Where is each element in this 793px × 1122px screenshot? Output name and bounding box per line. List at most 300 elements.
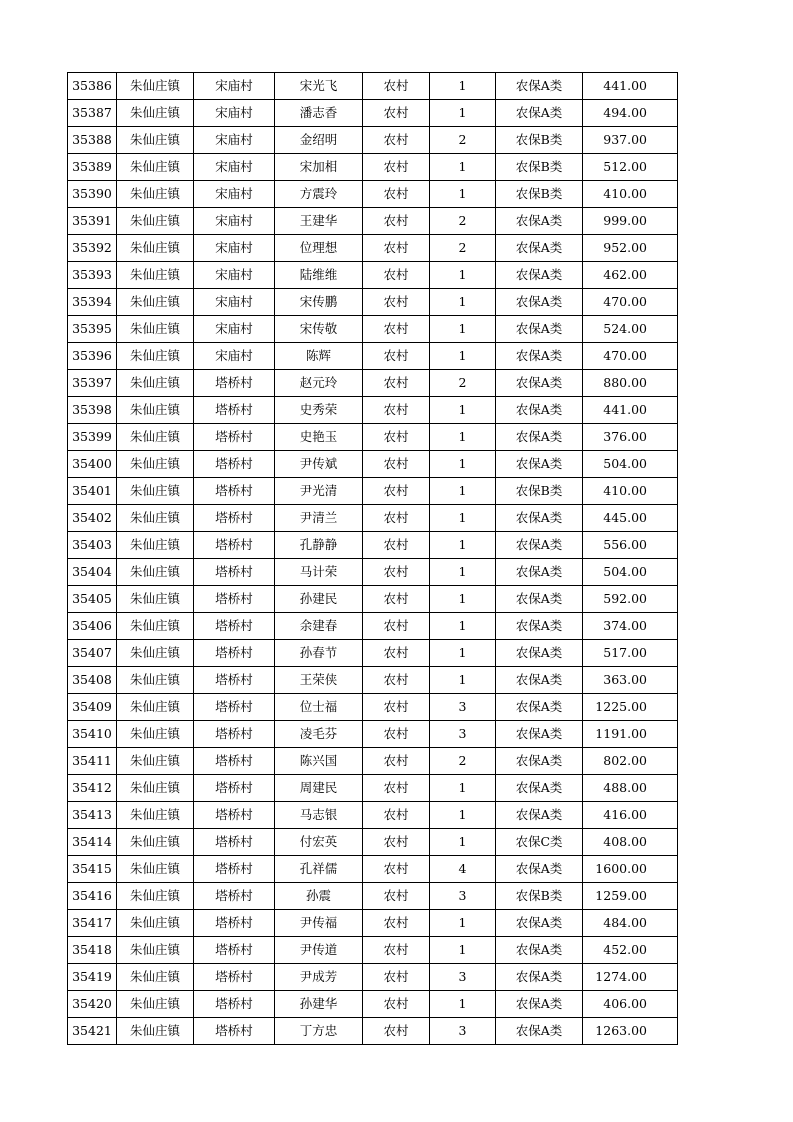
cell-town: 朱仙庄镇 xyxy=(117,397,194,424)
cell-household-type: 农村 xyxy=(363,532,430,559)
cell-person-count: 2 xyxy=(430,208,496,235)
table-row xyxy=(68,505,678,532)
cell-household-type: 农村 xyxy=(363,424,430,451)
cell-sequence-number: 35392 xyxy=(68,235,117,262)
cell-household-type: 农村 xyxy=(363,235,430,262)
cell-insurance-category: 农保A类 xyxy=(496,316,583,343)
cell-amount: 1263.00 xyxy=(583,1018,678,1045)
cell-town: 朱仙庄镇 xyxy=(117,154,194,181)
cell-sequence-number: 35388 xyxy=(68,127,117,154)
cell-town: 朱仙庄镇 xyxy=(117,775,194,802)
cell-name: 尹光清 xyxy=(275,478,363,505)
cell-household-type: 农村 xyxy=(363,343,430,370)
cell-town: 朱仙庄镇 xyxy=(117,559,194,586)
cell-name: 宋加相 xyxy=(275,154,363,181)
cell-household-type: 农村 xyxy=(363,802,430,829)
cell-person-count: 1 xyxy=(430,910,496,937)
cell-household-type: 农村 xyxy=(363,370,430,397)
cell-name: 位理想 xyxy=(275,235,363,262)
cell-household-type: 农村 xyxy=(363,964,430,991)
cell-person-count: 1 xyxy=(430,262,496,289)
cell-name: 方震玲 xyxy=(275,181,363,208)
cell-village: 塔桥村 xyxy=(194,883,275,910)
cell-town: 朱仙庄镇 xyxy=(117,991,194,1018)
cell-insurance-category: 农保A类 xyxy=(496,451,583,478)
cell-village: 塔桥村 xyxy=(194,667,275,694)
cell-sequence-number: 35418 xyxy=(68,937,117,964)
cell-town: 朱仙庄镇 xyxy=(117,100,194,127)
cell-insurance-category: 农保A类 xyxy=(496,262,583,289)
cell-name: 宋光飞 xyxy=(275,73,363,100)
cell-sequence-number: 35391 xyxy=(68,208,117,235)
cell-person-count: 3 xyxy=(430,1018,496,1045)
cell-person-count: 1 xyxy=(430,316,496,343)
cell-household-type: 农村 xyxy=(363,721,430,748)
cell-insurance-category: 农保A类 xyxy=(496,370,583,397)
cell-town: 朱仙庄镇 xyxy=(117,73,194,100)
cell-insurance-category: 农保A类 xyxy=(496,667,583,694)
cell-household-type: 农村 xyxy=(363,127,430,154)
cell-amount: 484.00 xyxy=(583,910,678,937)
cell-name: 尹传道 xyxy=(275,937,363,964)
cell-insurance-category: 农保A类 xyxy=(496,235,583,262)
cell-household-type: 农村 xyxy=(363,640,430,667)
table-row xyxy=(68,883,678,910)
cell-village: 宋庙村 xyxy=(194,343,275,370)
cell-amount: 410.00 xyxy=(583,181,678,208)
cell-insurance-category: 农保A类 xyxy=(496,505,583,532)
cell-name: 王荣侠 xyxy=(275,667,363,694)
cell-name: 丁方忠 xyxy=(275,1018,363,1045)
cell-name: 史秀荣 xyxy=(275,397,363,424)
cell-insurance-category: 农保A类 xyxy=(496,1018,583,1045)
cell-amount: 556.00 xyxy=(583,532,678,559)
table-row xyxy=(68,235,678,262)
cell-sequence-number: 35412 xyxy=(68,775,117,802)
cell-household-type: 农村 xyxy=(363,100,430,127)
cell-amount: 999.00 xyxy=(583,208,678,235)
table-row xyxy=(68,154,678,181)
cell-name: 尹传福 xyxy=(275,910,363,937)
cell-town: 朱仙庄镇 xyxy=(117,856,194,883)
cell-town: 朱仙庄镇 xyxy=(117,748,194,775)
cell-sequence-number: 35394 xyxy=(68,289,117,316)
cell-town: 朱仙庄镇 xyxy=(117,343,194,370)
registry-table xyxy=(67,72,678,1045)
cell-sequence-number: 35405 xyxy=(68,586,117,613)
cell-household-type: 农村 xyxy=(363,451,430,478)
cell-town: 朱仙庄镇 xyxy=(117,505,194,532)
cell-amount: 802.00 xyxy=(583,748,678,775)
cell-village: 宋庙村 xyxy=(194,289,275,316)
cell-sequence-number: 35416 xyxy=(68,883,117,910)
cell-town: 朱仙庄镇 xyxy=(117,883,194,910)
cell-town: 朱仙庄镇 xyxy=(117,802,194,829)
cell-sequence-number: 35414 xyxy=(68,829,117,856)
cell-village: 宋庙村 xyxy=(194,235,275,262)
cell-person-count: 1 xyxy=(430,937,496,964)
cell-insurance-category: 农保A类 xyxy=(496,532,583,559)
cell-insurance-category: 农保A类 xyxy=(496,73,583,100)
cell-village: 塔桥村 xyxy=(194,802,275,829)
cell-insurance-category: 农保A类 xyxy=(496,964,583,991)
cell-name: 宋传鹏 xyxy=(275,289,363,316)
cell-name: 尹传斌 xyxy=(275,451,363,478)
cell-name: 周建民 xyxy=(275,775,363,802)
cell-household-type: 农村 xyxy=(363,208,430,235)
cell-name: 孙建民 xyxy=(275,586,363,613)
cell-name: 尹成芳 xyxy=(275,964,363,991)
cell-household-type: 农村 xyxy=(363,505,430,532)
cell-amount: 1274.00 xyxy=(583,964,678,991)
cell-household-type: 农村 xyxy=(363,262,430,289)
cell-amount: 488.00 xyxy=(583,775,678,802)
cell-amount: 524.00 xyxy=(583,316,678,343)
cell-person-count: 1 xyxy=(430,154,496,181)
cell-amount: 952.00 xyxy=(583,235,678,262)
cell-amount: 445.00 xyxy=(583,505,678,532)
table-row xyxy=(68,397,678,424)
cell-insurance-category: 农保B类 xyxy=(496,154,583,181)
cell-sequence-number: 35407 xyxy=(68,640,117,667)
table-row xyxy=(68,694,678,721)
table-row xyxy=(68,964,678,991)
cell-sequence-number: 35417 xyxy=(68,910,117,937)
cell-name: 潘志香 xyxy=(275,100,363,127)
cell-insurance-category: 农保A类 xyxy=(496,424,583,451)
cell-person-count: 2 xyxy=(430,370,496,397)
cell-sequence-number: 35389 xyxy=(68,154,117,181)
table-row xyxy=(68,856,678,883)
cell-name: 金绍明 xyxy=(275,127,363,154)
cell-sequence-number: 35408 xyxy=(68,667,117,694)
cell-person-count: 1 xyxy=(430,802,496,829)
cell-person-count: 2 xyxy=(430,127,496,154)
cell-village: 塔桥村 xyxy=(194,721,275,748)
cell-person-count: 1 xyxy=(430,181,496,208)
cell-village: 宋庙村 xyxy=(194,316,275,343)
cell-insurance-category: 农保B类 xyxy=(496,883,583,910)
cell-sequence-number: 35419 xyxy=(68,964,117,991)
cell-household-type: 农村 xyxy=(363,73,430,100)
cell-sequence-number: 35406 xyxy=(68,613,117,640)
cell-village: 宋庙村 xyxy=(194,73,275,100)
cell-insurance-category: 农保A类 xyxy=(496,640,583,667)
cell-town: 朱仙庄镇 xyxy=(117,451,194,478)
table-row xyxy=(68,586,678,613)
cell-town: 朱仙庄镇 xyxy=(117,937,194,964)
cell-sequence-number: 35390 xyxy=(68,181,117,208)
cell-village: 塔桥村 xyxy=(194,991,275,1018)
cell-name: 王建华 xyxy=(275,208,363,235)
cell-person-count: 1 xyxy=(430,991,496,1018)
cell-amount: 462.00 xyxy=(583,262,678,289)
table-row xyxy=(68,775,678,802)
cell-person-count: 1 xyxy=(430,829,496,856)
cell-name: 孙震 xyxy=(275,883,363,910)
cell-amount: 408.00 xyxy=(583,829,678,856)
cell-town: 朱仙庄镇 xyxy=(117,208,194,235)
cell-person-count: 1 xyxy=(430,505,496,532)
table-row xyxy=(68,343,678,370)
cell-person-count: 1 xyxy=(430,640,496,667)
cell-amount: 517.00 xyxy=(583,640,678,667)
cell-village: 塔桥村 xyxy=(194,613,275,640)
cell-name: 位士福 xyxy=(275,694,363,721)
cell-village: 塔桥村 xyxy=(194,640,275,667)
cell-amount: 452.00 xyxy=(583,937,678,964)
cell-amount: 410.00 xyxy=(583,478,678,505)
cell-person-count: 1 xyxy=(430,451,496,478)
cell-sequence-number: 35404 xyxy=(68,559,117,586)
table-row xyxy=(68,559,678,586)
cell-village: 塔桥村 xyxy=(194,775,275,802)
cell-household-type: 农村 xyxy=(363,883,430,910)
cell-household-type: 农村 xyxy=(363,181,430,208)
cell-person-count: 4 xyxy=(430,856,496,883)
cell-household-type: 农村 xyxy=(363,316,430,343)
cell-amount: 416.00 xyxy=(583,802,678,829)
cell-amount: 1600.00 xyxy=(583,856,678,883)
cell-person-count: 1 xyxy=(430,397,496,424)
cell-village: 塔桥村 xyxy=(194,505,275,532)
cell-name: 赵元玲 xyxy=(275,370,363,397)
cell-amount: 504.00 xyxy=(583,451,678,478)
cell-person-count: 1 xyxy=(430,775,496,802)
cell-name: 孙春节 xyxy=(275,640,363,667)
cell-name: 余建春 xyxy=(275,613,363,640)
table-row xyxy=(68,127,678,154)
cell-name: 陈辉 xyxy=(275,343,363,370)
cell-sequence-number: 35398 xyxy=(68,397,117,424)
table-row xyxy=(68,667,678,694)
cell-name: 宋传敬 xyxy=(275,316,363,343)
cell-amount: 441.00 xyxy=(583,397,678,424)
cell-sequence-number: 35386 xyxy=(68,73,117,100)
cell-household-type: 农村 xyxy=(363,910,430,937)
cell-town: 朱仙庄镇 xyxy=(117,181,194,208)
cell-village: 宋庙村 xyxy=(194,262,275,289)
table-row xyxy=(68,289,678,316)
table-row xyxy=(68,208,678,235)
cell-village: 塔桥村 xyxy=(194,856,275,883)
cell-village: 塔桥村 xyxy=(194,370,275,397)
table-row xyxy=(68,478,678,505)
cell-village: 塔桥村 xyxy=(194,424,275,451)
cell-name: 凌毛芬 xyxy=(275,721,363,748)
cell-insurance-category: 农保A类 xyxy=(496,208,583,235)
cell-household-type: 农村 xyxy=(363,991,430,1018)
cell-town: 朱仙庄镇 xyxy=(117,829,194,856)
cell-name: 马计荣 xyxy=(275,559,363,586)
cell-town: 朱仙庄镇 xyxy=(117,289,194,316)
cell-insurance-category: 农保A类 xyxy=(496,748,583,775)
cell-household-type: 农村 xyxy=(363,289,430,316)
cell-village: 宋庙村 xyxy=(194,208,275,235)
table-row xyxy=(68,613,678,640)
cell-person-count: 1 xyxy=(430,73,496,100)
cell-insurance-category: 农保A类 xyxy=(496,100,583,127)
cell-town: 朱仙庄镇 xyxy=(117,235,194,262)
cell-insurance-category: 农保A类 xyxy=(496,910,583,937)
cell-household-type: 农村 xyxy=(363,829,430,856)
cell-insurance-category: 农保A类 xyxy=(496,775,583,802)
cell-sequence-number: 35402 xyxy=(68,505,117,532)
cell-town: 朱仙庄镇 xyxy=(117,964,194,991)
cell-person-count: 1 xyxy=(430,613,496,640)
table-row xyxy=(68,181,678,208)
cell-village: 塔桥村 xyxy=(194,694,275,721)
cell-insurance-category: 农保A类 xyxy=(496,613,583,640)
table-row xyxy=(68,829,678,856)
cell-name: 史艳玉 xyxy=(275,424,363,451)
cell-amount: 406.00 xyxy=(583,991,678,1018)
cell-town: 朱仙庄镇 xyxy=(117,667,194,694)
cell-person-count: 1 xyxy=(430,667,496,694)
cell-household-type: 农村 xyxy=(363,694,430,721)
table-row xyxy=(68,100,678,127)
cell-name: 孙建华 xyxy=(275,991,363,1018)
cell-sequence-number: 35415 xyxy=(68,856,117,883)
cell-village: 塔桥村 xyxy=(194,910,275,937)
cell-village: 塔桥村 xyxy=(194,829,275,856)
cell-sequence-number: 35401 xyxy=(68,478,117,505)
cell-amount: 1259.00 xyxy=(583,883,678,910)
cell-name: 孔静静 xyxy=(275,532,363,559)
cell-sequence-number: 35409 xyxy=(68,694,117,721)
cell-person-count: 2 xyxy=(430,748,496,775)
table-row xyxy=(68,73,678,100)
cell-sequence-number: 35396 xyxy=(68,343,117,370)
cell-insurance-category: 农保A类 xyxy=(496,343,583,370)
cell-insurance-category: 农保C类 xyxy=(496,829,583,856)
table-row xyxy=(68,802,678,829)
cell-amount: 470.00 xyxy=(583,343,678,370)
cell-insurance-category: 农保A类 xyxy=(496,586,583,613)
cell-household-type: 农村 xyxy=(363,559,430,586)
cell-village: 塔桥村 xyxy=(194,748,275,775)
cell-village: 塔桥村 xyxy=(194,964,275,991)
cell-amount: 937.00 xyxy=(583,127,678,154)
table-row xyxy=(68,370,678,397)
table-row xyxy=(68,451,678,478)
cell-person-count: 1 xyxy=(430,586,496,613)
cell-town: 朱仙庄镇 xyxy=(117,424,194,451)
cell-insurance-category: 农保A类 xyxy=(496,802,583,829)
cell-amount: 494.00 xyxy=(583,100,678,127)
cell-name: 陆维维 xyxy=(275,262,363,289)
cell-village: 塔桥村 xyxy=(194,586,275,613)
cell-village: 宋庙村 xyxy=(194,181,275,208)
cell-amount: 504.00 xyxy=(583,559,678,586)
cell-amount: 376.00 xyxy=(583,424,678,451)
cell-person-count: 1 xyxy=(430,532,496,559)
cell-sequence-number: 35403 xyxy=(68,532,117,559)
cell-amount: 441.00 xyxy=(583,73,678,100)
cell-person-count: 3 xyxy=(430,883,496,910)
cell-person-count: 1 xyxy=(430,424,496,451)
cell-household-type: 农村 xyxy=(363,856,430,883)
cell-person-count: 1 xyxy=(430,289,496,316)
table-row xyxy=(68,991,678,1018)
cell-insurance-category: 农保A类 xyxy=(496,397,583,424)
cell-village: 塔桥村 xyxy=(194,532,275,559)
cell-amount: 512.00 xyxy=(583,154,678,181)
cell-village: 塔桥村 xyxy=(194,451,275,478)
cell-village: 宋庙村 xyxy=(194,100,275,127)
cell-person-count: 3 xyxy=(430,694,496,721)
cell-town: 朱仙庄镇 xyxy=(117,316,194,343)
cell-household-type: 农村 xyxy=(363,613,430,640)
cell-insurance-category: 农保A类 xyxy=(496,694,583,721)
cell-household-type: 农村 xyxy=(363,397,430,424)
cell-town: 朱仙庄镇 xyxy=(117,127,194,154)
cell-insurance-category: 农保A类 xyxy=(496,937,583,964)
cell-amount: 470.00 xyxy=(583,289,678,316)
cell-household-type: 农村 xyxy=(363,478,430,505)
cell-village: 塔桥村 xyxy=(194,478,275,505)
cell-insurance-category: 农保B类 xyxy=(496,127,583,154)
cell-sequence-number: 35395 xyxy=(68,316,117,343)
cell-household-type: 农村 xyxy=(363,667,430,694)
cell-insurance-category: 农保A类 xyxy=(496,856,583,883)
cell-person-count: 3 xyxy=(430,721,496,748)
cell-town: 朱仙庄镇 xyxy=(117,613,194,640)
cell-sequence-number: 35420 xyxy=(68,991,117,1018)
cell-amount: 363.00 xyxy=(583,667,678,694)
cell-amount: 1225.00 xyxy=(583,694,678,721)
table-row xyxy=(68,748,678,775)
table-row xyxy=(68,424,678,451)
cell-insurance-category: 农保B类 xyxy=(496,478,583,505)
cell-name: 尹清兰 xyxy=(275,505,363,532)
cell-sequence-number: 35399 xyxy=(68,424,117,451)
table-body xyxy=(68,73,678,1045)
cell-village: 宋庙村 xyxy=(194,154,275,181)
cell-sequence-number: 35400 xyxy=(68,451,117,478)
cell-household-type: 农村 xyxy=(363,937,430,964)
cell-sequence-number: 35411 xyxy=(68,748,117,775)
cell-sequence-number: 35413 xyxy=(68,802,117,829)
cell-name: 陈兴国 xyxy=(275,748,363,775)
cell-insurance-category: 农保A类 xyxy=(496,991,583,1018)
cell-household-type: 农村 xyxy=(363,748,430,775)
cell-person-count: 1 xyxy=(430,478,496,505)
cell-town: 朱仙庄镇 xyxy=(117,586,194,613)
cell-insurance-category: 农保A类 xyxy=(496,721,583,748)
cell-person-count: 3 xyxy=(430,964,496,991)
cell-village: 塔桥村 xyxy=(194,397,275,424)
cell-town: 朱仙庄镇 xyxy=(117,478,194,505)
table-row xyxy=(68,910,678,937)
cell-sequence-number: 35387 xyxy=(68,100,117,127)
cell-insurance-category: 农保A类 xyxy=(496,559,583,586)
cell-household-type: 农村 xyxy=(363,154,430,181)
cell-town: 朱仙庄镇 xyxy=(117,262,194,289)
cell-town: 朱仙庄镇 xyxy=(117,721,194,748)
table-row xyxy=(68,262,678,289)
cell-household-type: 农村 xyxy=(363,775,430,802)
cell-town: 朱仙庄镇 xyxy=(117,532,194,559)
cell-person-count: 2 xyxy=(430,235,496,262)
table-row xyxy=(68,316,678,343)
table-row xyxy=(68,721,678,748)
cell-person-count: 1 xyxy=(430,100,496,127)
cell-name: 孔祥儒 xyxy=(275,856,363,883)
table-row xyxy=(68,1018,678,1045)
cell-town: 朱仙庄镇 xyxy=(117,370,194,397)
cell-amount: 1191.00 xyxy=(583,721,678,748)
